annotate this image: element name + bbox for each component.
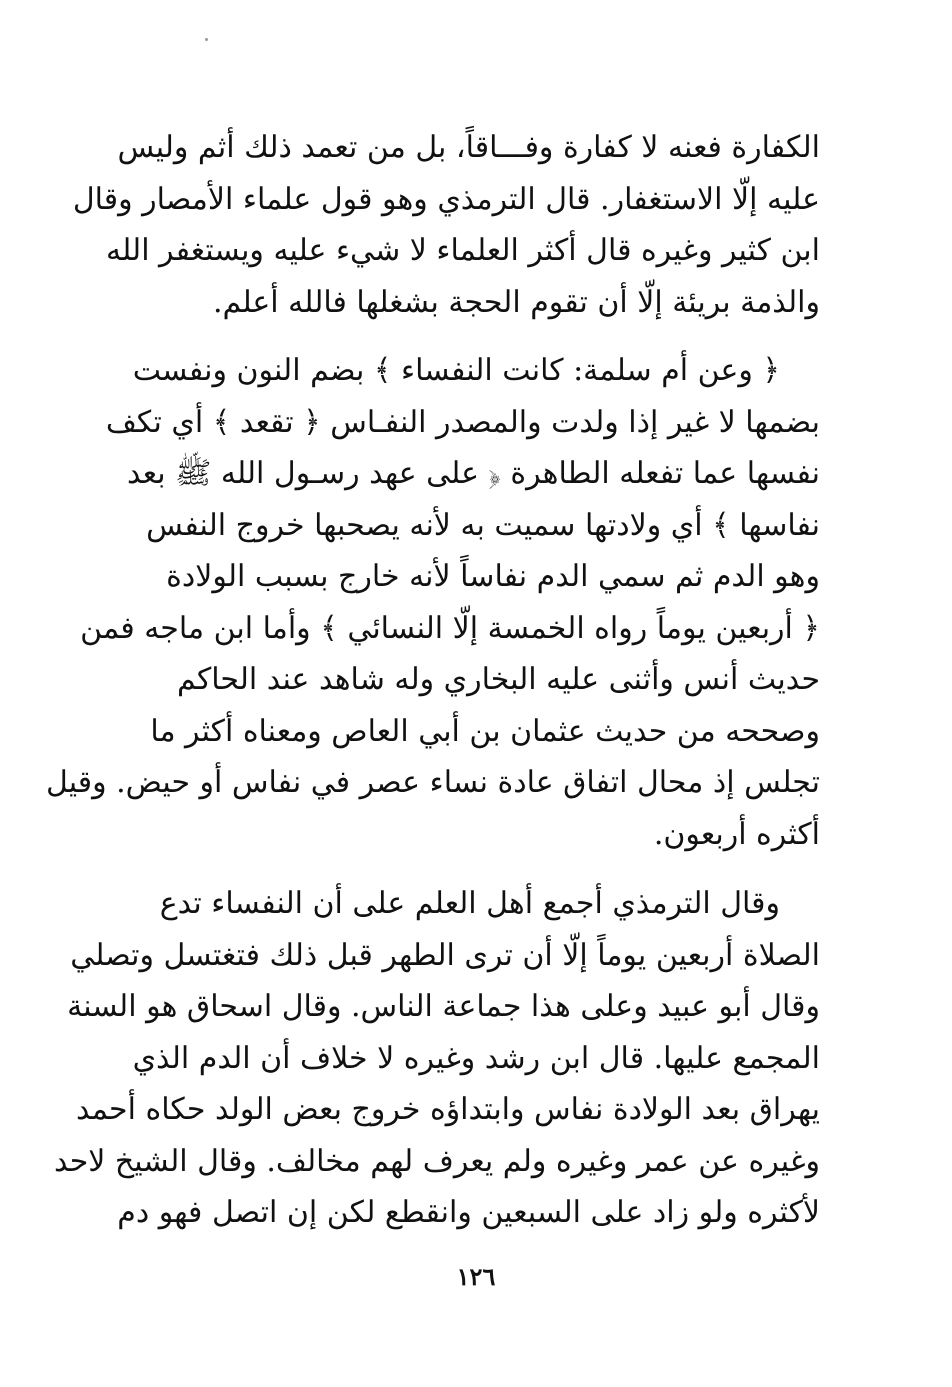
text-line: تجلس إذ محال اتفاق عادة نساء عصر في نفاس أو حيض. وقيل xyxy=(45,765,820,800)
text-line: ﴿ أربعين يوماً رواه الخمسة إلّا النسائي ﴾ وأما ابن ماجه فمن xyxy=(80,610,820,646)
text-line: الكفارة فعنه لا كفارة وفـــاقاً، بل من تعمد ذلك أثم وليس xyxy=(117,130,820,165)
text-line: عليه إلّا الاستغفار. قال الترمذي وهو قول علماء الأمصار وقال xyxy=(72,181,820,217)
text-line: نفاسها ﴾ أي ولادتها سميت به لأنه يصحبها خروج النفس xyxy=(146,507,820,543)
text-line: يهراق بعد الولادة نفاس وابتداؤه خروج بعض الولد حكاه أحمد xyxy=(75,1092,820,1127)
text-line: لأكثره ولو زاد على السبعين وانقطع لكن إن اتصل فهو دم xyxy=(117,1195,820,1230)
text-line: حديث أنس وأثنى عليه البخاري وله شاهد عند الحاكم xyxy=(176,662,820,697)
paragraph-2 xyxy=(45,345,820,860)
paragraph-1 xyxy=(72,122,820,328)
text-line: أكثره أربعون. xyxy=(653,816,820,852)
text-line: المجمع عليها. قال ابن رشد وغيره لا خلاف أن الدم الذي xyxy=(132,1040,820,1076)
text-line: وقال الترمذي أجمع أهل العلم على أن النفساء تدع xyxy=(159,886,780,921)
text-line: وهو الدم ثم سمي الدم نفاساً لأنه خارج بسبب الولادة xyxy=(166,559,820,594)
text-line: وقال أبو عبيد وعلى هذا جماعة الناس. وقال اسحاق هو السنة xyxy=(67,989,820,1024)
text-line: الصلاة أربعين يوماً إلّا أن ترى الطهر قبل ذلك فتغتسل وتصلي xyxy=(70,937,820,973)
text-line: بضمها لا غير إذا ولدت والمصدر النفـاس ﴿ تقعد ﴾ أي تكف xyxy=(105,404,820,440)
text-line: والذمة بريئة إلّا أن تقوم الحجة بشغلها فالله أعلم. xyxy=(212,284,820,320)
page-number: ١٢٦ xyxy=(456,1262,496,1291)
scan-speck xyxy=(205,38,208,41)
text-line: وغيره عن عمر وغيره ولم يعرف لهم مخالف. وقال الشيخ لاحد xyxy=(53,1143,820,1179)
text-line: وصححه من حديث عثمان بن أبي العاص ومعناه أكثر ما xyxy=(150,713,820,749)
paragraph-3 xyxy=(53,878,820,1239)
text-line: نفسها عما تفعله الطاهرة ﴿ على عهد رسـول الله ﷺ بعد xyxy=(127,456,820,491)
text-line: ابن كثير وغيره قال أكثر العلماء لا شيء عليه ويستغفر الله xyxy=(106,233,820,268)
text-line: ﴿ وعن أم سلمة: كانت النفساء ﴾ بضم النون ونفست xyxy=(132,353,780,388)
